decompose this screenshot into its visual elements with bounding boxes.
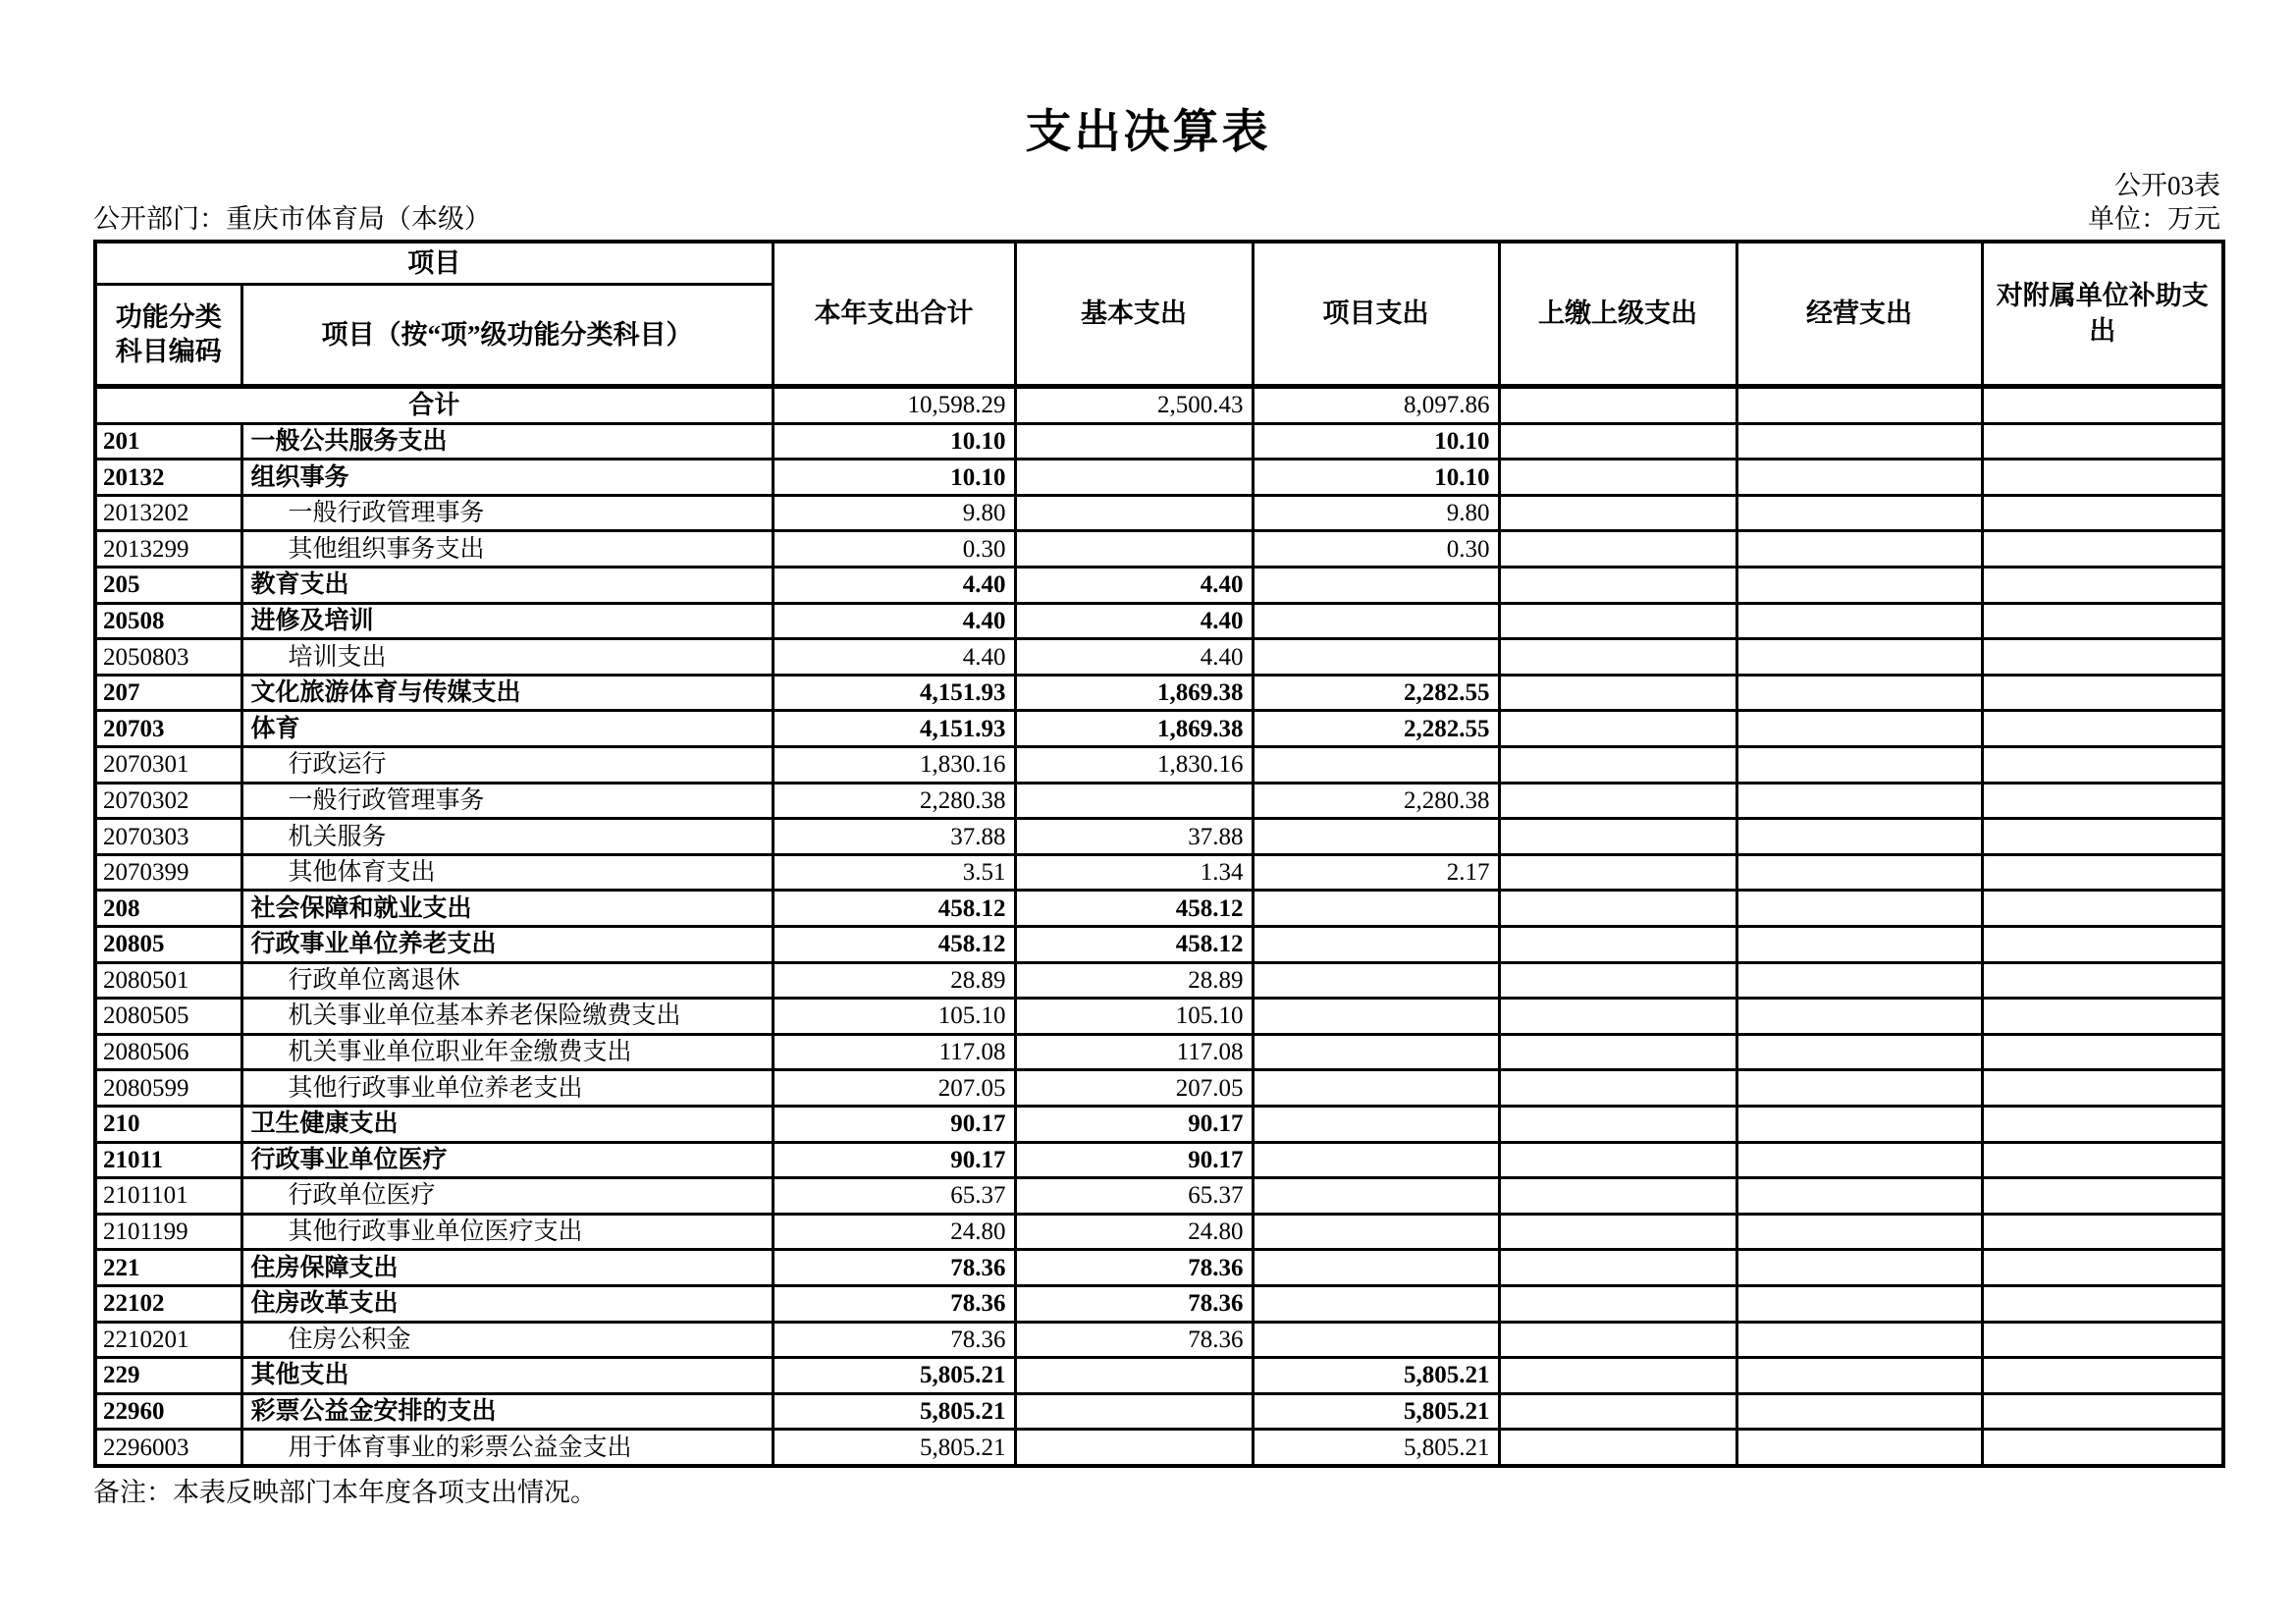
cell-operating (1736, 711, 1982, 747)
cell-project (1253, 1285, 1499, 1322)
table-row-2080599 (95, 1070, 2223, 1107)
table-row-207 (95, 675, 2223, 711)
code-cell: 2013202 (95, 495, 241, 531)
code-cell: 2070302 (95, 783, 241, 819)
cell-subsidy (1982, 568, 2223, 604)
cell-to-superior (1499, 603, 1736, 639)
code-cell: 2080506 (95, 1034, 241, 1070)
cell-annual-total: 78.36 (773, 1250, 1015, 1286)
footnote: 备注：本表反映部门本年度各项支出情况。 (93, 1477, 597, 1507)
name-cell: 机关服务 (241, 819, 773, 855)
cell-basic: 4.40 (1015, 639, 1253, 676)
table-row-2070302 (95, 783, 2223, 819)
cell-project: 2.17 (1253, 854, 1499, 891)
cell-project (1253, 1178, 1499, 1215)
cell-operating (1736, 675, 1982, 711)
cell-operating (1736, 568, 1982, 604)
name-cell: 住房改革支出 (241, 1285, 773, 1322)
header-function-code: 功能分类科目编码 (95, 285, 241, 387)
code-cell: 20132 (95, 460, 241, 496)
table-row-2013299 (95, 531, 2223, 568)
cell-to-superior (1499, 1214, 1736, 1250)
name-cell: 体育 (241, 711, 773, 747)
code-cell: 2080505 (95, 999, 241, 1035)
cell-basic: 90.17 (1015, 1142, 1253, 1178)
cell-operating (1736, 1142, 1982, 1178)
cell-annual-total: 5,805.21 (773, 1393, 1015, 1430)
cell-subsidy (1982, 1358, 2223, 1394)
name-cell: 社会保障和就业支出 (241, 891, 773, 927)
cell-subsidy (1982, 999, 2223, 1035)
name-cell: 其他体育支出 (241, 854, 773, 891)
name-cell: 行政事业单位养老支出 (241, 926, 773, 962)
cell-operating (1736, 531, 1982, 568)
cell-subsidy (1982, 1142, 2223, 1178)
cell-subsidy (1982, 854, 2223, 891)
cell-subsidy (1982, 423, 2223, 460)
cell-annual-total: 4.40 (773, 639, 1015, 676)
name-cell: 用于体育事业的彩票公益金支出 (241, 1430, 773, 1466)
cell-annual-total: 90.17 (773, 1106, 1015, 1142)
cell-basic: 105.10 (1015, 999, 1253, 1035)
cell-subsidy (1982, 603, 2223, 639)
cell-annual-total: 207.05 (773, 1070, 1015, 1107)
cell-project (1253, 603, 1499, 639)
cell-operating (1736, 1034, 1982, 1070)
cell-subsidy (1982, 387, 2223, 424)
cell-project (1253, 639, 1499, 676)
cell-project: 5,805.21 (1253, 1430, 1499, 1466)
cell-basic: 24.80 (1015, 1214, 1253, 1250)
name-cell: 进修及培训 (241, 603, 773, 639)
cell-annual-total: 458.12 (773, 926, 1015, 962)
code-cell: 2013299 (95, 531, 241, 568)
name-cell: 一般行政管理事务 (241, 783, 773, 819)
cell-basic: 458.12 (1015, 926, 1253, 962)
table-row-2080501 (95, 962, 2223, 999)
cell-basic: 78.36 (1015, 1285, 1253, 1322)
cell-basic: 117.08 (1015, 1034, 1253, 1070)
total-label-cell: 合计 (95, 387, 773, 424)
cell-basic: 65.37 (1015, 1178, 1253, 1215)
cell-to-superior (1499, 926, 1736, 962)
cell-basic: 1.34 (1015, 854, 1253, 891)
cell-subsidy (1982, 639, 2223, 676)
cell-basic: 37.88 (1015, 819, 1253, 855)
cell-operating (1736, 460, 1982, 496)
cell-project (1253, 747, 1499, 784)
table-row-2070301 (95, 747, 2223, 784)
header-col-paid-to-superior: 上缴上级支出 (1499, 242, 1736, 387)
code-cell: 2070399 (95, 854, 241, 891)
code-cell: 2296003 (95, 1430, 241, 1466)
cell-operating (1736, 999, 1982, 1035)
cell-basic: 2,500.43 (1015, 387, 1253, 424)
cell-annual-total: 28.89 (773, 962, 1015, 999)
cell-to-superior (1499, 568, 1736, 604)
name-cell: 行政事业单位医疗 (241, 1142, 773, 1178)
cell-to-superior (1499, 639, 1736, 676)
cell-basic: 1,869.38 (1015, 675, 1253, 711)
code-cell: 22102 (95, 1285, 241, 1322)
cell-subsidy (1982, 1430, 2223, 1466)
code-cell: 21011 (95, 1142, 241, 1178)
cell-operating (1736, 819, 1982, 855)
cell-to-superior (1499, 1070, 1736, 1107)
cell-annual-total: 0.30 (773, 531, 1015, 568)
cell-operating (1736, 1358, 1982, 1394)
cell-operating (1736, 1178, 1982, 1215)
table-row-20132 (95, 460, 2223, 496)
cell-basic (1015, 495, 1253, 531)
cell-subsidy (1982, 1070, 2223, 1107)
name-cell: 行政单位离退休 (241, 962, 773, 999)
cell-operating (1736, 1322, 1982, 1358)
cell-to-superior (1499, 495, 1736, 531)
name-cell: 教育支出 (241, 568, 773, 604)
code-cell: 20703 (95, 711, 241, 747)
cell-subsidy (1982, 675, 2223, 711)
name-cell: 彩票公益金安排的支出 (241, 1393, 773, 1430)
cell-annual-total: 37.88 (773, 819, 1015, 855)
table-row-2101199 (95, 1214, 2223, 1250)
name-cell: 其他组织事务支出 (241, 531, 773, 568)
name-cell: 卫生健康支出 (241, 1106, 773, 1142)
cell-project (1253, 1214, 1499, 1250)
cell-to-superior (1499, 783, 1736, 819)
cell-basic: 1,830.16 (1015, 747, 1253, 784)
cell-annual-total: 9.80 (773, 495, 1015, 531)
cell-operating (1736, 1214, 1982, 1250)
header-col-basic-expenditure: 基本支出 (1015, 242, 1253, 387)
cell-subsidy (1982, 891, 2223, 927)
table-row-210 (95, 1106, 2223, 1142)
cell-operating (1736, 603, 1982, 639)
cell-annual-total: 3.51 (773, 854, 1015, 891)
cell-basic (1015, 460, 1253, 496)
cell-basic: 207.05 (1015, 1070, 1253, 1107)
cell-to-superior (1499, 711, 1736, 747)
table-row-208 (95, 891, 2223, 927)
cell-to-superior (1499, 387, 1736, 424)
name-cell: 一般公共服务支出 (241, 423, 773, 460)
header-project-group: 项目 (95, 242, 773, 285)
cell-annual-total: 4,151.93 (773, 675, 1015, 711)
header-col-operating-expenditure: 经营支出 (1736, 242, 1982, 387)
table-row-2101101 (95, 1178, 2223, 1215)
cell-operating (1736, 1430, 1982, 1466)
cell-basic: 78.36 (1015, 1322, 1253, 1358)
code-cell: 2101101 (95, 1178, 241, 1215)
cell-operating (1736, 1393, 1982, 1430)
cell-basic: 4.40 (1015, 603, 1253, 639)
code-cell: 2080599 (95, 1070, 241, 1107)
cell-operating (1736, 387, 1982, 424)
cell-to-superior (1499, 1034, 1736, 1070)
cell-to-superior (1499, 1106, 1736, 1142)
cell-subsidy (1982, 1034, 2223, 1070)
cell-to-superior (1499, 423, 1736, 460)
cell-annual-total: 78.36 (773, 1285, 1015, 1322)
cell-to-superior (1499, 819, 1736, 855)
cell-annual-total: 24.80 (773, 1214, 1015, 1250)
table-row-2070303 (95, 819, 2223, 855)
cell-basic: 78.36 (1015, 1250, 1253, 1286)
cell-project: 5,805.21 (1253, 1393, 1499, 1430)
cell-project (1253, 962, 1499, 999)
cell-project (1253, 999, 1499, 1035)
table-row-201 (95, 423, 2223, 460)
cell-project (1253, 1034, 1499, 1070)
cell-subsidy (1982, 962, 2223, 999)
table-row-229 (95, 1358, 2223, 1394)
cell-basic (1015, 423, 1253, 460)
cell-subsidy (1982, 1106, 2223, 1142)
cell-operating (1736, 1106, 1982, 1142)
page-title: 支出决算表 (1025, 107, 1271, 158)
cell-basic (1015, 1430, 1253, 1466)
cell-basic (1015, 1393, 1253, 1430)
cell-to-superior (1499, 1358, 1736, 1394)
cell-operating (1736, 1070, 1982, 1107)
header-col-project-expenditure: 项目支出 (1253, 242, 1499, 387)
cell-project (1253, 568, 1499, 604)
cell-basic: 90.17 (1015, 1106, 1253, 1142)
cell-annual-total: 90.17 (773, 1142, 1015, 1178)
cell-annual-total: 1,830.16 (773, 747, 1015, 784)
cell-operating (1736, 1285, 1982, 1322)
name-cell: 文化旅游体育与传媒支出 (241, 675, 773, 711)
cell-basic: 458.12 (1015, 891, 1253, 927)
code-cell: 2070303 (95, 819, 241, 855)
cell-basic (1015, 783, 1253, 819)
cell-to-superior (1499, 891, 1736, 927)
cell-operating (1736, 962, 1982, 999)
cell-subsidy (1982, 531, 2223, 568)
cell-to-superior (1499, 1142, 1736, 1178)
cell-annual-total: 4,151.93 (773, 711, 1015, 747)
cell-to-superior (1499, 460, 1736, 496)
code-cell: 2101199 (95, 1214, 241, 1250)
cell-project (1253, 819, 1499, 855)
name-cell: 培训支出 (241, 639, 773, 676)
cell-subsidy (1982, 1214, 2223, 1250)
table-row-2050803 (95, 639, 2223, 676)
table-row-total (95, 387, 2223, 424)
table-tag: 公开03表 (2114, 171, 2220, 200)
table-row-20805 (95, 926, 2223, 962)
header-col-subsidy-to-affiliates: 对附属单位补助支出 (1982, 242, 2223, 387)
cell-annual-total: 2,280.38 (773, 783, 1015, 819)
name-cell: 机关事业单位职业年金缴费支出 (241, 1034, 773, 1070)
cell-project (1253, 1070, 1499, 1107)
cell-project (1253, 926, 1499, 962)
cell-project (1253, 1142, 1499, 1178)
code-cell: 2210201 (95, 1322, 241, 1358)
cell-to-superior (1499, 1430, 1736, 1466)
cell-project: 10.10 (1253, 460, 1499, 496)
table-row-20508 (95, 603, 2223, 639)
table-row-2210201 (95, 1322, 2223, 1358)
header-col-annual-total: 本年支出合计 (773, 242, 1015, 387)
cell-basic: 1,869.38 (1015, 711, 1253, 747)
cell-to-superior (1499, 675, 1736, 711)
cell-annual-total: 117.08 (773, 1034, 1015, 1070)
cell-to-superior (1499, 747, 1736, 784)
cell-to-superior (1499, 1285, 1736, 1322)
table-row-2080505 (95, 999, 2223, 1035)
cell-subsidy (1982, 747, 2223, 784)
cell-annual-total: 5,805.21 (773, 1358, 1015, 1394)
table-row-2070399 (95, 854, 2223, 891)
cell-basic (1015, 1358, 1253, 1394)
table-row-20703 (95, 711, 2223, 747)
cell-operating (1736, 854, 1982, 891)
table-row-22960 (95, 1393, 2223, 1430)
table-row-205 (95, 568, 2223, 604)
cell-operating (1736, 926, 1982, 962)
table-row-21011 (95, 1142, 2223, 1178)
name-cell: 住房公积金 (241, 1322, 773, 1358)
cell-subsidy (1982, 1393, 2223, 1430)
cell-project: 2,282.55 (1253, 675, 1499, 711)
code-cell: 205 (95, 568, 241, 604)
cell-project (1253, 1322, 1499, 1358)
department-label: 公开部门：重庆市体育局（本级） (93, 203, 491, 234)
cell-subsidy (1982, 783, 2223, 819)
cell-to-superior (1499, 854, 1736, 891)
table-row-2296003 (95, 1430, 2223, 1466)
cell-basic (1015, 531, 1253, 568)
code-cell: 2080501 (95, 962, 241, 999)
cell-to-superior (1499, 1178, 1736, 1215)
cell-annual-total: 65.37 (773, 1178, 1015, 1215)
cell-project: 0.30 (1253, 531, 1499, 568)
cell-project (1253, 891, 1499, 927)
cell-subsidy (1982, 711, 2223, 747)
code-cell: 210 (95, 1106, 241, 1142)
cell-operating (1736, 495, 1982, 531)
name-cell: 行政单位医疗 (241, 1178, 773, 1215)
code-cell: 2050803 (95, 639, 241, 676)
cell-project: 2,282.55 (1253, 711, 1499, 747)
name-cell: 住房保障支出 (241, 1250, 773, 1286)
name-cell: 其他支出 (241, 1358, 773, 1394)
cell-subsidy (1982, 460, 2223, 496)
cell-annual-total: 4.40 (773, 603, 1015, 639)
cell-to-superior (1499, 531, 1736, 568)
code-cell: 207 (95, 675, 241, 711)
cell-annual-total: 4.40 (773, 568, 1015, 604)
cell-subsidy (1982, 1285, 2223, 1322)
subheader-row (0, 201, 2296, 240)
code-cell: 20805 (95, 926, 241, 962)
cell-operating (1736, 747, 1982, 784)
cell-subsidy (1982, 819, 2223, 855)
cell-annual-total: 10.10 (773, 423, 1015, 460)
cell-to-superior (1499, 1322, 1736, 1358)
name-cell: 组织事务 (241, 460, 773, 496)
cell-project (1253, 1106, 1499, 1142)
name-cell: 机关事业单位基本养老保险缴费支出 (241, 999, 773, 1035)
cell-annual-total: 10,598.29 (773, 387, 1015, 424)
code-cell: 20508 (95, 603, 241, 639)
code-cell: 201 (95, 423, 241, 460)
cell-basic: 28.89 (1015, 962, 1253, 999)
cell-to-superior (1499, 1250, 1736, 1286)
cell-annual-total: 5,805.21 (773, 1430, 1015, 1466)
cell-basic: 4.40 (1015, 568, 1253, 604)
cell-annual-total: 78.36 (773, 1322, 1015, 1358)
cell-annual-total: 458.12 (773, 891, 1015, 927)
unit-label: 单位：万元 (2088, 203, 2220, 234)
code-cell: 22960 (95, 1393, 241, 1430)
name-cell: 一般行政管理事务 (241, 495, 773, 531)
cell-project: 9.80 (1253, 495, 1499, 531)
code-cell: 229 (95, 1358, 241, 1394)
name-cell: 行政运行 (241, 747, 773, 784)
cell-project (1253, 1250, 1499, 1286)
table-row-221 (95, 1250, 2223, 1286)
cell-subsidy (1982, 1250, 2223, 1286)
code-cell: 221 (95, 1250, 241, 1286)
cell-project: 10.10 (1253, 423, 1499, 460)
header-item-name: 项目（按“项”级功能分类科目） (241, 285, 773, 387)
cell-annual-total: 10.10 (773, 460, 1015, 496)
cell-annual-total: 105.10 (773, 999, 1015, 1035)
cell-to-superior (1499, 962, 1736, 999)
cell-operating (1736, 423, 1982, 460)
cell-to-superior (1499, 1393, 1736, 1430)
expenditure-table (93, 240, 2225, 1468)
cell-subsidy (1982, 1178, 2223, 1215)
name-cell: 其他行政事业单位医疗支出 (241, 1214, 773, 1250)
cell-to-superior (1499, 999, 1736, 1035)
cell-project: 2,280.38 (1253, 783, 1499, 819)
cell-operating (1736, 639, 1982, 676)
table-row-22102 (95, 1285, 2223, 1322)
cell-project: 5,805.21 (1253, 1358, 1499, 1394)
code-cell: 208 (95, 891, 241, 927)
cell-operating (1736, 891, 1982, 927)
cell-subsidy (1982, 1322, 2223, 1358)
cell-operating (1736, 1250, 1982, 1286)
cell-subsidy (1982, 926, 2223, 962)
code-cell: 2070301 (95, 747, 241, 784)
table-row-2013202 (95, 495, 2223, 531)
cell-project: 8,097.86 (1253, 387, 1499, 424)
cell-subsidy (1982, 495, 2223, 531)
cell-operating (1736, 783, 1982, 819)
name-cell: 其他行政事业单位养老支出 (241, 1070, 773, 1107)
table-row-2080506 (95, 1034, 2223, 1070)
